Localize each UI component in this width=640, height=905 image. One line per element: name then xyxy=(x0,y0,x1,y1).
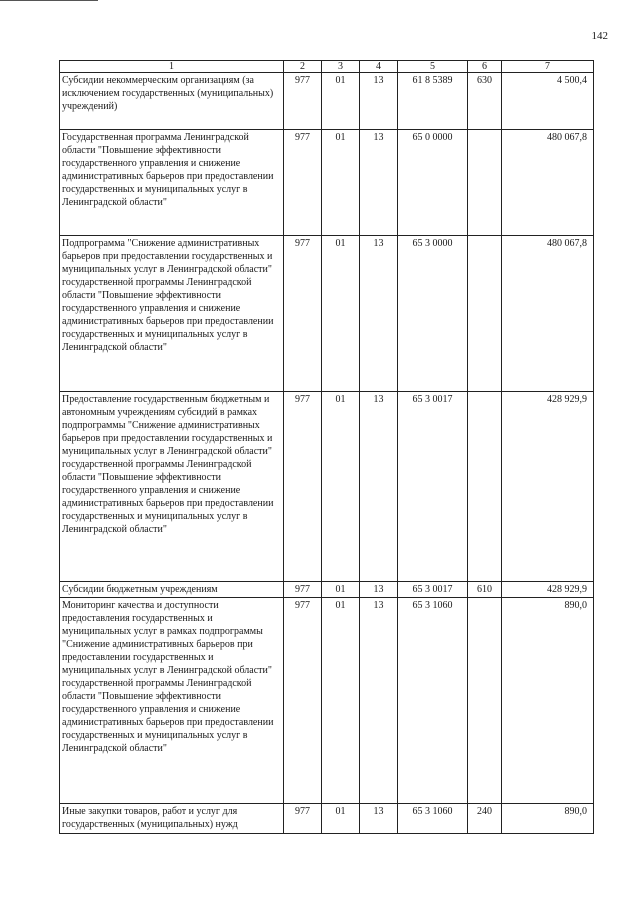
row-expense-type xyxy=(468,392,502,582)
row-sum: 4 500,4 xyxy=(502,73,594,130)
row-target-article: 65 3 1060 xyxy=(398,804,468,834)
row-subsection: 13 xyxy=(360,392,398,582)
row-section: 01 xyxy=(322,236,360,392)
row-sum: 428 929,9 xyxy=(502,582,594,598)
table-row xyxy=(60,598,594,804)
row-expense-type xyxy=(468,236,502,392)
row-name: Предоставление государственным бюджетным и автономным учреждениям субсидий в рамках подпрограммы "Снижение административных барьеров при предоставлении государственных и муниципальных услуг в Ленинградской области" государственной программы Ленинградской области "Повышение эффективности государственного управления и снижение административных барьеров при предоставлении государственных и муниципальных услуг в Ленинградской области" xyxy=(60,392,284,582)
row-target-article: 65 3 0017 xyxy=(398,392,468,582)
top-rule xyxy=(0,0,98,1)
row-expense-type: 610 xyxy=(468,582,502,598)
row-ved: 977 xyxy=(284,804,322,834)
row-target-article: 65 3 0000 xyxy=(398,236,468,392)
table-row xyxy=(60,582,594,598)
row-ved: 977 xyxy=(284,73,322,130)
budget-table xyxy=(59,60,594,834)
table-row xyxy=(60,392,594,582)
row-section: 01 xyxy=(322,392,360,582)
table-row xyxy=(60,130,594,236)
row-section: 01 xyxy=(322,804,360,834)
row-name: Иные закупки товаров, работ и услуг для государственных (муниципальных) нужд xyxy=(60,804,284,834)
row-expense-type xyxy=(468,598,502,804)
row-name: Субсидии некоммерческим организациям (за исключением государственных (муниципальных) учреждений) xyxy=(60,73,284,130)
header-cell-5: 5 xyxy=(398,61,468,73)
header-cell-7: 7 xyxy=(502,61,594,73)
row-name: Мониторинг качества и доступности предоставления государственных и муниципальных услуг в рамках подпрограммы "Снижение административных барьеров при предоставлении государственных и муниципальных услуг в Ленинградской области" государственной программы Ленинградской области "Повышение эффективности государственного управления и снижение административных барьеров при предоставлении государственных и муниципальных услуг в Ленинградской области" xyxy=(60,598,284,804)
row-subsection: 13 xyxy=(360,73,398,130)
row-name: Государственная программа Ленинградской области "Повышение эффективности государственного управления и снижение административных барьеров при предоставлении государственных и муниципальных услуг в Ленинградской области" xyxy=(60,130,284,236)
row-subsection: 13 xyxy=(360,598,398,804)
row-subsection: 13 xyxy=(360,236,398,392)
row-subsection: 13 xyxy=(360,582,398,598)
row-target-article: 61 8 5389 xyxy=(398,73,468,130)
row-name: Подпрограмма "Снижение административных барьеров при предоставлении государственных и муниципальных услуг в Ленинградской области" государственной программы Ленинградской области "Повышение эффективности государственного управления и снижение административных барьеров при предоставлении государственных и муниципальных услуг в Ленинградской области" xyxy=(60,236,284,392)
row-ved: 977 xyxy=(284,236,322,392)
row-section: 01 xyxy=(322,598,360,804)
row-target-article: 65 0 0000 xyxy=(398,130,468,236)
row-ved: 977 xyxy=(284,392,322,582)
row-section: 01 xyxy=(322,73,360,130)
row-target-article: 65 3 0017 xyxy=(398,582,468,598)
row-sum: 480 067,8 xyxy=(502,236,594,392)
table-row xyxy=(60,804,594,834)
header-cell-6: 6 xyxy=(468,61,502,73)
row-name: Субсидии бюджетным учреждениям xyxy=(60,582,284,598)
row-expense-type: 240 xyxy=(468,804,502,834)
row-ved: 977 xyxy=(284,598,322,804)
row-ved: 977 xyxy=(284,130,322,236)
row-sum: 428 929,9 xyxy=(502,392,594,582)
table-row xyxy=(60,73,594,130)
row-expense-type: 630 xyxy=(468,73,502,130)
header-cell-4: 4 xyxy=(360,61,398,73)
row-subsection: 13 xyxy=(360,804,398,834)
row-subsection: 13 xyxy=(360,130,398,236)
page-number: 142 xyxy=(591,30,608,42)
header-cell-2: 2 xyxy=(284,61,322,73)
header-row xyxy=(60,61,594,73)
header-cell-1: 1 xyxy=(60,61,284,73)
row-ved: 977 xyxy=(284,582,322,598)
row-sum: 480 067,8 xyxy=(502,130,594,236)
row-section: 01 xyxy=(322,130,360,236)
table-row xyxy=(60,236,594,392)
row-expense-type xyxy=(468,130,502,236)
row-section: 01 xyxy=(322,582,360,598)
header-cell-3: 3 xyxy=(322,61,360,73)
row-target-article: 65 3 1060 xyxy=(398,598,468,804)
row-sum: 890,0 xyxy=(502,804,594,834)
row-sum: 890,0 xyxy=(502,598,594,804)
